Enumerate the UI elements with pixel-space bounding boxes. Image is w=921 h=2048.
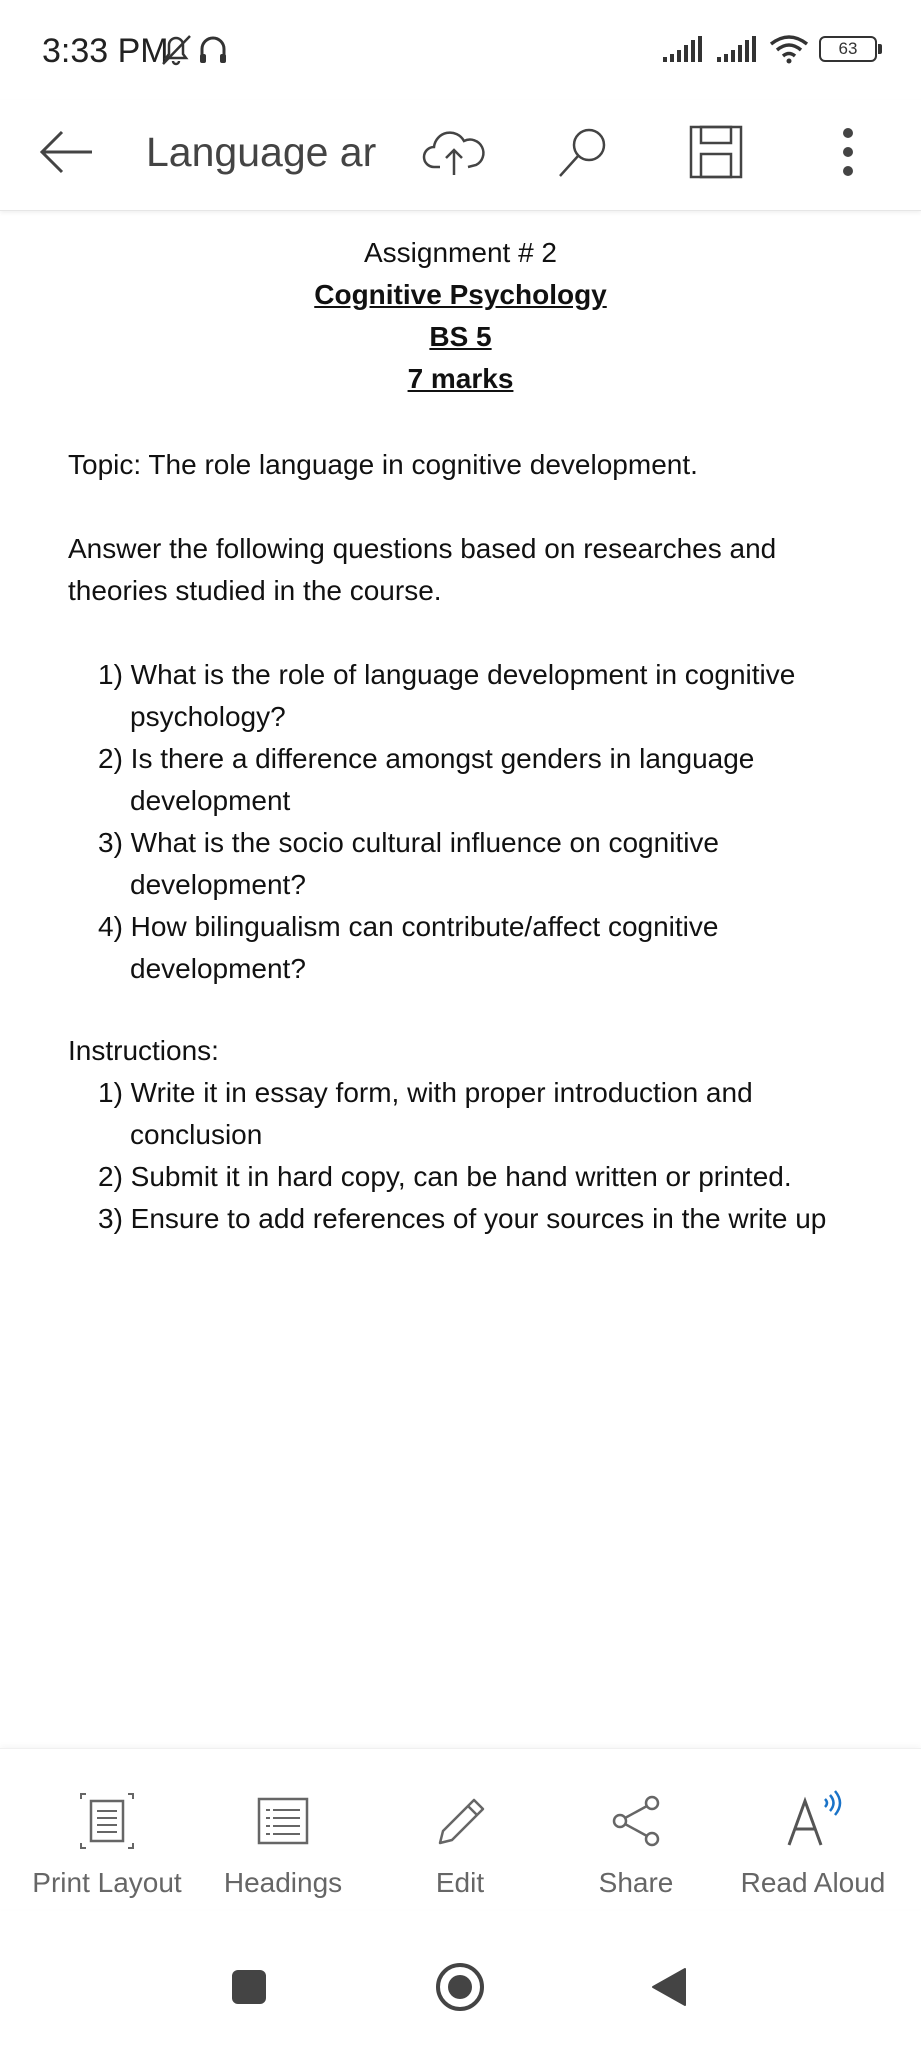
circle-home-icon: [434, 1961, 486, 2013]
signal-icon-2: [715, 35, 759, 63]
status-right: [661, 34, 877, 64]
back-nav-button[interactable]: [634, 1952, 704, 2022]
status-left-icons: [160, 33, 232, 72]
edit-label: Edit: [435, 1867, 485, 1898]
instruction-item: 1) Write it in essay form, with proper introduction and conclusion: [98, 1077, 753, 1150]
questions-list: [98, 654, 868, 990]
share-label: Share: [598, 1867, 674, 1898]
subject-title: Cognitive Psychology: [314, 279, 607, 310]
bottom-action-bar: [0, 1748, 921, 1909]
read-aloud-button[interactable]: [723, 1789, 903, 1899]
class-label: BS 5: [429, 321, 492, 352]
print-layout-label: Print Layout: [32, 1867, 182, 1898]
print-layout-button[interactable]: [17, 1789, 197, 1899]
status-time: 3:33 PM: [42, 32, 169, 70]
edit-button[interactable]: [370, 1789, 550, 1899]
more-vertical-icon: [838, 127, 858, 177]
document-page[interactable]: [0, 212, 921, 1742]
document-title[interactable]: Language ar: [146, 129, 376, 175]
read-aloud-icon: [781, 1789, 845, 1853]
topic-text: Topic: The role language in cognitive development.: [68, 449, 698, 480]
back-arrow-icon: [36, 127, 96, 177]
search-icon: [554, 122, 614, 182]
bell-off-icon: [160, 33, 232, 67]
back-button[interactable]: [26, 112, 106, 192]
share-icon: [606, 1791, 666, 1851]
assignment-heading: Assignment # 2: [364, 237, 557, 268]
app-toolbar: [0, 100, 921, 211]
question-item: 4) How bilingualism can contribute/affect cognitive development?: [98, 911, 719, 984]
triangle-back-icon: [647, 1965, 691, 2009]
question-item: 2) Is there a difference amongst genders in language development: [98, 743, 755, 816]
battery-indicator: 63: [819, 36, 877, 62]
save-button[interactable]: [676, 112, 756, 192]
square-icon: [229, 1967, 269, 2007]
question-item: 3) What is the socio cultural influence on cognitive development?: [98, 827, 719, 900]
recents-button[interactable]: [214, 1952, 284, 2022]
status-bar: [0, 0, 921, 100]
search-button[interactable]: [544, 112, 624, 192]
headings-label: Headings: [223, 1867, 343, 1898]
system-nav-bar: [0, 1930, 921, 2048]
upload-button[interactable]: [414, 112, 494, 192]
print-layout-icon: [77, 1791, 137, 1851]
intro-text: Answer the following questions based on researches and theories studied in the course.: [68, 533, 777, 606]
instruction-item: 2) Submit it in hard copy, can be hand written or printed.: [98, 1161, 792, 1192]
question-item: 1) What is the role of language development in cognitive psychology?: [98, 659, 796, 732]
read-aloud-label: Read Aloud: [740, 1867, 886, 1898]
share-button[interactable]: [546, 1789, 726, 1899]
instruction-item: 3) Ensure to add references of your sources in the write up: [98, 1203, 827, 1234]
pencil-icon: [430, 1791, 490, 1851]
marks-label: 7 marks: [407, 363, 514, 394]
signal-icon: [661, 35, 705, 63]
home-button[interactable]: [425, 1952, 495, 2022]
instructions-list: [98, 1072, 868, 1240]
headings-button[interactable]: [193, 1789, 373, 1899]
instructions-label: Instructions:: [68, 1035, 219, 1066]
save-icon: [688, 124, 744, 180]
more-button[interactable]: [808, 112, 888, 192]
cloud-upload-icon: [422, 127, 486, 177]
wifi-icon: [769, 34, 809, 64]
headings-icon: [253, 1791, 313, 1851]
